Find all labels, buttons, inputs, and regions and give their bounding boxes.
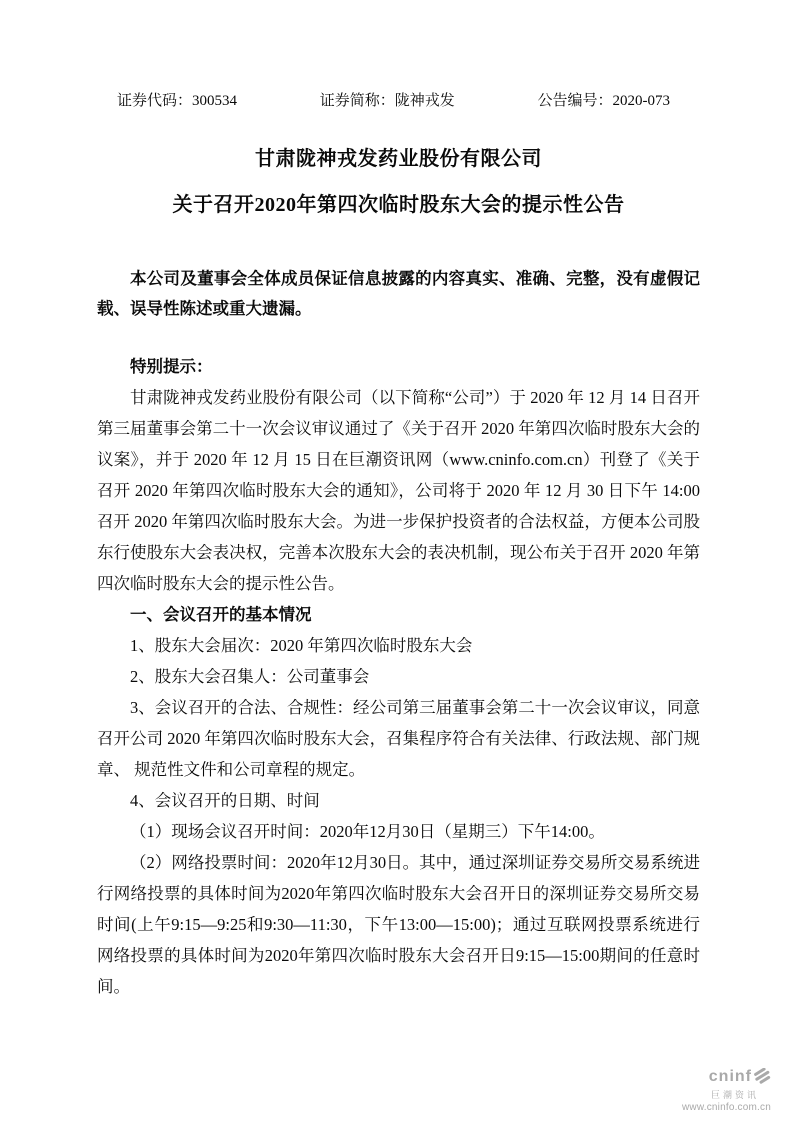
list-item-convener: 2、股东大会召集人：公司董事会 [130, 667, 370, 686]
intro-paragraph: 甘肃陇神戎发药业股份有限公司（以下简称“公司”）于 2020 年 12 月 14 日召开第三届董事会第二十一次会议审议通过了《关于召开 2020 年第四次临时股东大会的议案》，并于 2020 年 12 月 15 日在巨潮资讯网（www.cninfo.com.cn）刊登了《关于召开 2020 年第四次临时股东大会的通知》，公司将于 2020 年 12 月 30 日下午 14:00 召开 2020 年第四次临时股东大会。为进一步保护投资者的合法权益，方便本公司股东行使股东大会表决权，完善本次股东大会的表决机制，现公布关于召开 2020 年第四次临时股东大会的提示性公告。 [97, 388, 700, 593]
cninfo-chinese-name: 巨潮资讯 [710, 1090, 759, 1101]
list-item-date-time: 4、会议召开的日期、时间 [130, 791, 320, 810]
document-title: 关于召开2020年第四次临时股东大会的提示性公告 [172, 194, 625, 216]
cninfo-swirl-icon [754, 1068, 771, 1089]
section-1-heading: 一、会议召开的基本情况 [130, 605, 312, 624]
cninfo-url: www.cninfo.com.cn [682, 1102, 771, 1113]
list-item-online-voting-time: （2）网络投票时间：2020年12月30日。其中，通过深圳证券交易所交易系统进行网络投票的具体时间为2020年第四次临时股东大会召开日的深圳证券交易所交易时间(上午9:15—9:25和9:30—11:30，下午13:00—15:00)；通过互联网投票系统进行网络投票的具体时间为2020年第四次临时股东大会召开日9:15—15:00期间的任意时间。 [97, 853, 700, 996]
doc-header [97, 91, 700, 111]
stock-code: 证券代码：300534 [117, 93, 238, 109]
company-title: 甘肃陇神戎发药业股份有限公司 [255, 148, 542, 170]
stock-name: 证券简称：陇神戎发 [319, 93, 455, 109]
document-body [97, 351, 700, 1002]
announcement-number: 公告编号：2020-073 [537, 93, 670, 109]
disclaimer-statement: 本公司及董事会全体成员保证信息披露的内容真实、准确、完整，没有虚假记载、误导性陈述或重大遗漏。 [97, 269, 700, 318]
list-item-onsite-time: （1）现场会议召开时间：2020年12月30日（星期三）下午14:00。 [130, 822, 605, 841]
cninfo-brand-text: cninf [708, 1068, 752, 1086]
list-item-legality: 3、会议召开的合法、合规性：经公司第三届董事会第二十一次会议审议，同意召开公司 2020 年第四次临时股东大会，召集程序符合有关法律、行政法规、部门规章、 规范性文件和公司章程的规定。 [97, 698, 700, 779]
list-item-meeting-session: 1、股东大会届次：2020 年第四次临时股东大会 [130, 636, 473, 655]
cninfo-brand-row [682, 1069, 771, 1089]
special-note-heading: 特别提示： [130, 357, 213, 376]
cninfo-logo [682, 1069, 771, 1114]
